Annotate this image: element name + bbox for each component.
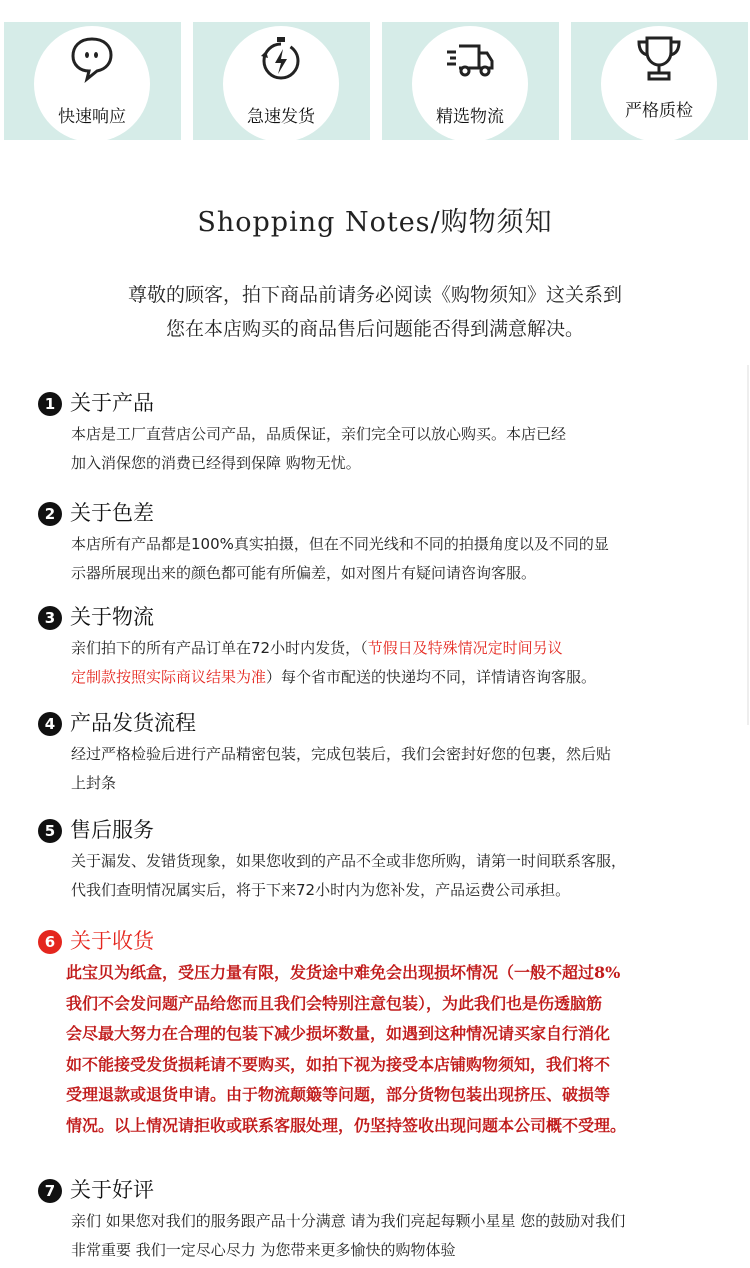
badge-fast-shipping	[193, 22, 370, 140]
section-text-line: 我们不会发问题产品给您而且我们会特别注意包装），为此我们也是伤透脑筋	[66, 993, 603, 1013]
section-text-line: 加入消保您的消费已经得到保障 购物无忧。	[71, 454, 361, 472]
section-shipping-process	[38, 706, 743, 798]
section-text-line: 上封条	[71, 774, 117, 792]
chat-bubble-icon	[67, 34, 117, 84]
divider	[747, 365, 749, 725]
section-after-sales	[38, 813, 743, 905]
section-text: ）每个省市配送的快递均不同，详情请咨询客服。	[266, 668, 597, 686]
section-text-line: 经过严格检验后进行产品精密包装，完成包装后，我们会密封好您的包裹，然后贴	[71, 745, 612, 763]
section-number-badge: 7	[38, 1179, 62, 1203]
section-number-badge: 4	[38, 712, 62, 736]
section-text-line: 代我们查明情况属实后，将于下来72小时内为您补发，产品运费公司承担。	[71, 881, 571, 899]
section-number-badge: 6	[38, 930, 62, 954]
badge-label: 精选物流	[436, 107, 504, 127]
section-good-review	[38, 1173, 743, 1265]
section-text-line: 本店所有产品都是100%真实拍摄，但在不同光线和不同的拍摄角度以及不同的显	[71, 535, 609, 553]
section-product	[38, 386, 743, 478]
section-text: 亲们拍下的所有产品订单在72小时内发货，（	[71, 639, 368, 657]
badge-selected-logistics	[382, 22, 559, 140]
intro-paragraph	[0, 278, 750, 346]
section-logistics	[38, 600, 743, 692]
section-heading: 关于物流	[70, 605, 154, 629]
intro-line: 您在本店购买的商品售后问题能否得到满意解决。	[165, 318, 584, 340]
intro-line: 尊敬的顾客，拍下商品前请务必阅读《购物须知》这关系到	[127, 284, 622, 306]
section-text-line: 如不能接受发货损耗请不要购买，如拍下视为接受本店铺购物须知，我们将不	[66, 1054, 611, 1074]
service-badges	[0, 22, 750, 142]
section-text-line: 亲们 如果您对我们的服务跟产品十分满意 请为我们亮起每颗小星星 您的鼓励对我们	[71, 1212, 626, 1230]
section-receiving	[38, 924, 750, 1141]
section-text-line: 示器所展现出来的颜色都可能有所偏差，如对图片有疑问请咨询客服。	[71, 564, 537, 582]
section-heading: 关于好评	[70, 1178, 154, 1202]
section-text-line: 非常重要 我们一定尽心尽力 为您带来更多愉快的购物体验	[71, 1241, 456, 1259]
delivery-truck-icon	[445, 34, 495, 84]
section-text-line: 会尽最大努力在合理的包装下减少损坏数量，如遇到这种情况请买家自行消化	[66, 1024, 611, 1043]
section-number-badge: 2	[38, 502, 62, 526]
section-number-badge: 5	[38, 819, 62, 843]
badge-label: 严格质检	[625, 101, 693, 121]
section-text-line: 受理退款或退货申请。由于物流颠簸等问题，部分货物包装出现挤压、破损等	[66, 1085, 611, 1104]
trophy-icon	[634, 34, 684, 84]
section-heading: 关于产品	[70, 391, 154, 415]
badge-fast-response	[4, 22, 181, 140]
page-title: Shopping Notes/购物须知	[197, 207, 553, 238]
badge-label: 急速发货	[247, 107, 315, 127]
section-heading: 关于色差	[70, 501, 154, 525]
highlight-text: 节假日及特殊情况定时间另议	[367, 639, 563, 657]
badge-label: 快速响应	[58, 107, 126, 127]
section-text-line: 关于漏发、发错货现象，如果您收到的产品不全或非您所购，请第一时间联系客服，	[71, 852, 627, 870]
section-text-line: 情况。以上情况请拒收或联系客服处理，仍坚持签收出现问题本公司概不受理。	[66, 1115, 627, 1135]
fast-shipping-icon	[256, 34, 306, 84]
section-number-badge: 1	[38, 392, 62, 416]
highlight-text: 定制款按照实际商议结果为准	[71, 668, 267, 686]
section-text-line: 此宝贝为纸盒，受压力量有限，发货途中难免会出现损坏情况（一般不超过8%	[66, 963, 621, 982]
section-color-difference	[38, 496, 743, 588]
section-heading: 产品发货流程	[70, 711, 196, 735]
section-text-line: 本店是工厂直营店公司产品，品质保证，亲们完全可以放心购买。本店已经	[71, 425, 567, 443]
section-heading: 售后服务	[70, 818, 154, 842]
badge-quality-check	[571, 22, 748, 140]
section-heading: 关于收货	[70, 929, 154, 953]
section-number-badge: 3	[38, 606, 62, 630]
